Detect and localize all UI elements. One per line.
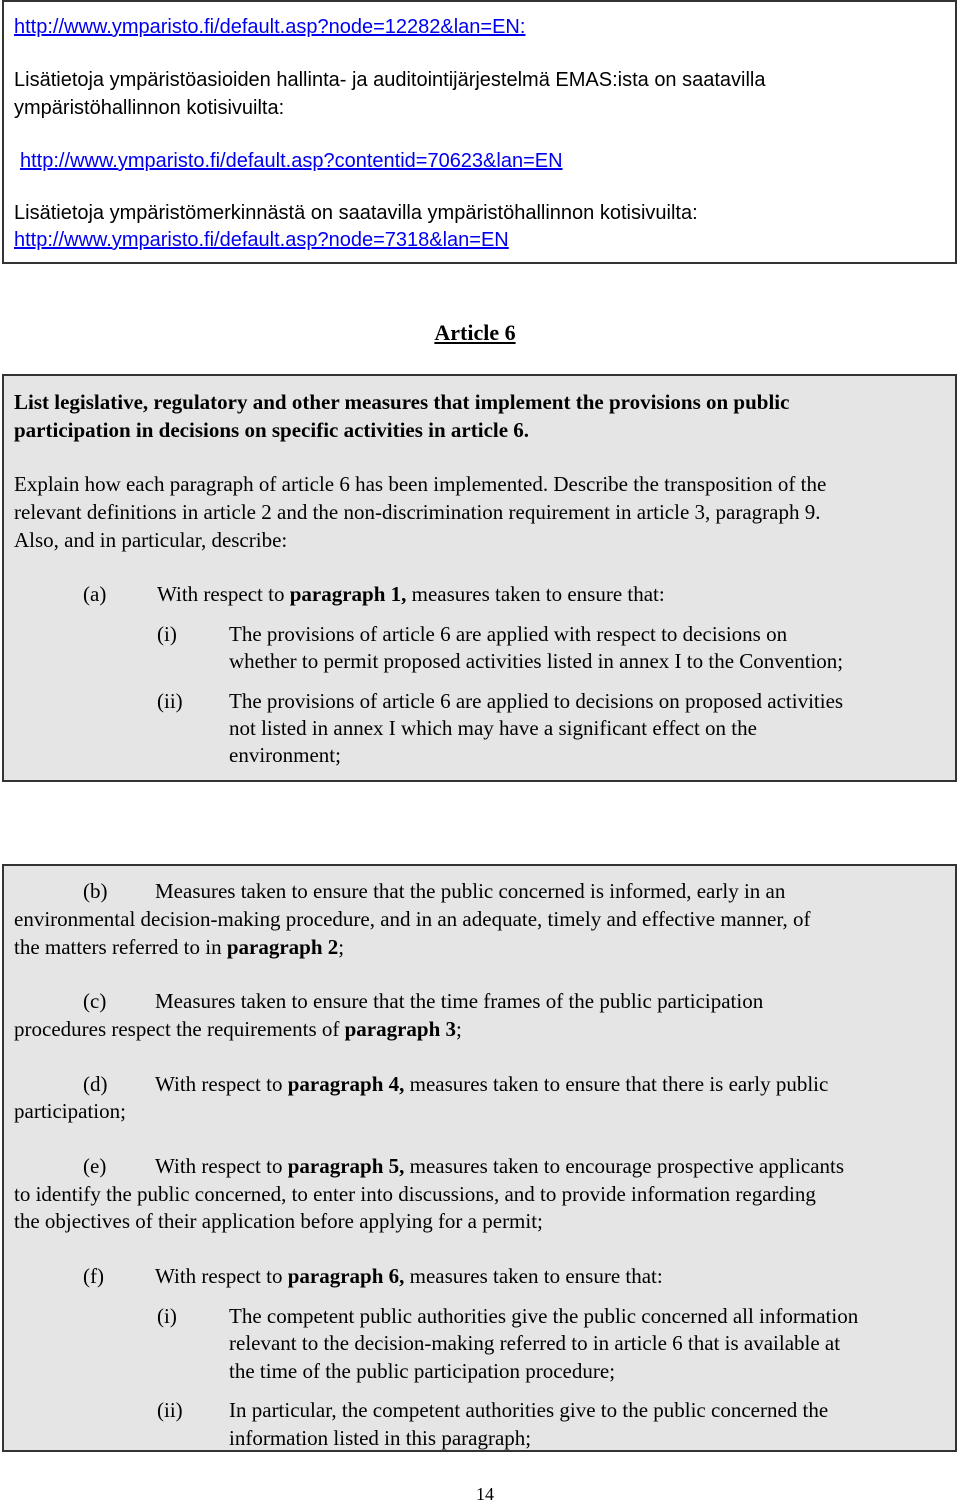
item-a-i-label: (i) <box>157 622 177 646</box>
item-d-text-cont: participation; <box>14 1099 126 1123</box>
item-f-text: With respect to paragraph 6, measures taken to ensure that: <box>155 1264 663 1288</box>
item-f-ii-text: In particular, the competent authorities give to the public concerned the <box>229 1398 829 1422</box>
emas-info-text: Lisätietoja ympäristöasioiden hallinta- ja auditointijärjestelmä EMAS:ista on saatavilla <box>14 69 766 91</box>
item-a-i-text-cont: whether to permit proposed activities listed in annex I to the Convention; <box>229 649 844 673</box>
ymparisto-link-node-12282[interactable]: http://www.ymparisto.fi/default.asp?node=12282&lan=EN: <box>14 16 526 38</box>
item-f-ii-label: (ii) <box>157 1398 183 1422</box>
item-a-ii-text-end: environment; <box>229 743 341 767</box>
ymparisto-link-contentid-70623[interactable]: http://www.ymparisto.fi/default.asp?contentid=70623&lan=EN <box>20 150 563 172</box>
item-d-label: (d) <box>83 1072 108 1096</box>
item-f-i-text-end: the time of the public participation procedure; <box>229 1359 616 1383</box>
explain-text: Explain how each paragraph of article 6 has been implemented. Describe the transposition of the <box>14 472 827 496</box>
question-heading-cont: participation in decisions on specific activities in article 6. <box>14 418 530 442</box>
item-c-text-cont: procedures respect the requirements of paragraph 3; <box>14 1017 462 1041</box>
article-title: Article 6 <box>434 320 516 345</box>
item-a-ii-text-cont: not listed in annex I which may have a significant effect on the <box>229 716 757 740</box>
item-f-i-label: (i) <box>157 1304 177 1328</box>
question-heading: List legislative, regulatory and other measures that implement the provisions on public <box>14 390 790 414</box>
emas-info-text-cont: ympäristöhallinnon kotisivuilta: <box>14 97 285 119</box>
item-a-label: (a) <box>83 582 107 606</box>
item-c-label: (c) <box>83 989 107 1013</box>
item-e-label: (e) <box>83 1154 107 1178</box>
ymparisto-link-node-7318[interactable]: http://www.ymparisto.fi/default.asp?node=7318&lan=EN <box>14 229 509 251</box>
item-f-ii-text-cont: information listed in this paragraph; <box>229 1426 532 1450</box>
item-b-text-cont: environmental decision-making procedure, and in an adequate, timely and effective manner, of <box>14 907 811 931</box>
explain-text-cont: relevant definitions in article 2 and the non-discrimination requirement in article 3, paragraph 9. <box>14 500 821 524</box>
item-a-i-text: The provisions of article 6 are applied with respect to decisions on <box>229 622 788 646</box>
item-d-text: With respect to paragraph 4, measures taken to ensure that there is early public <box>155 1072 829 1096</box>
item-a-ii-label: (ii) <box>157 689 183 713</box>
item-c-text: Measures taken to ensure that the time frames of the public participation <box>155 989 764 1013</box>
ecolabel-info-text: Lisätietoja ympäristömerkinnästä on saatavilla ympäristöhallinnon kotisivuilta: <box>14 202 698 224</box>
item-e-text: With respect to paragraph 5, measures taken to encourage prospective applicants <box>155 1154 845 1178</box>
item-f-i-text-cont: relevant to the decision-making referred to in article 6 that is available at <box>229 1331 841 1355</box>
item-e-text-cont: to identify the public concerned, to enter into discussions, and to provide information regarding <box>14 1182 816 1206</box>
item-f-label: (f) <box>83 1264 104 1288</box>
item-e-text-end: the objectives of their application before applying for a permit; <box>14 1209 543 1233</box>
item-b-text: Measures taken to ensure that the public concerned is informed, early in an <box>155 879 786 903</box>
page-number: 14 <box>476 1484 494 1504</box>
item-a-text: With respect to paragraph 1, measures taken to ensure that: <box>157 582 665 606</box>
item-a-ii-text: The provisions of article 6 are applied to decisions on proposed activities <box>229 689 844 713</box>
item-b-label: (b) <box>83 879 108 903</box>
explain-text-end: Also, and in particular, describe: <box>14 528 288 552</box>
item-f-i-text: The competent public authorities give the public concerned all information <box>229 1304 859 1328</box>
item-b-text-end: the matters referred to in paragraph 2; <box>14 935 345 959</box>
